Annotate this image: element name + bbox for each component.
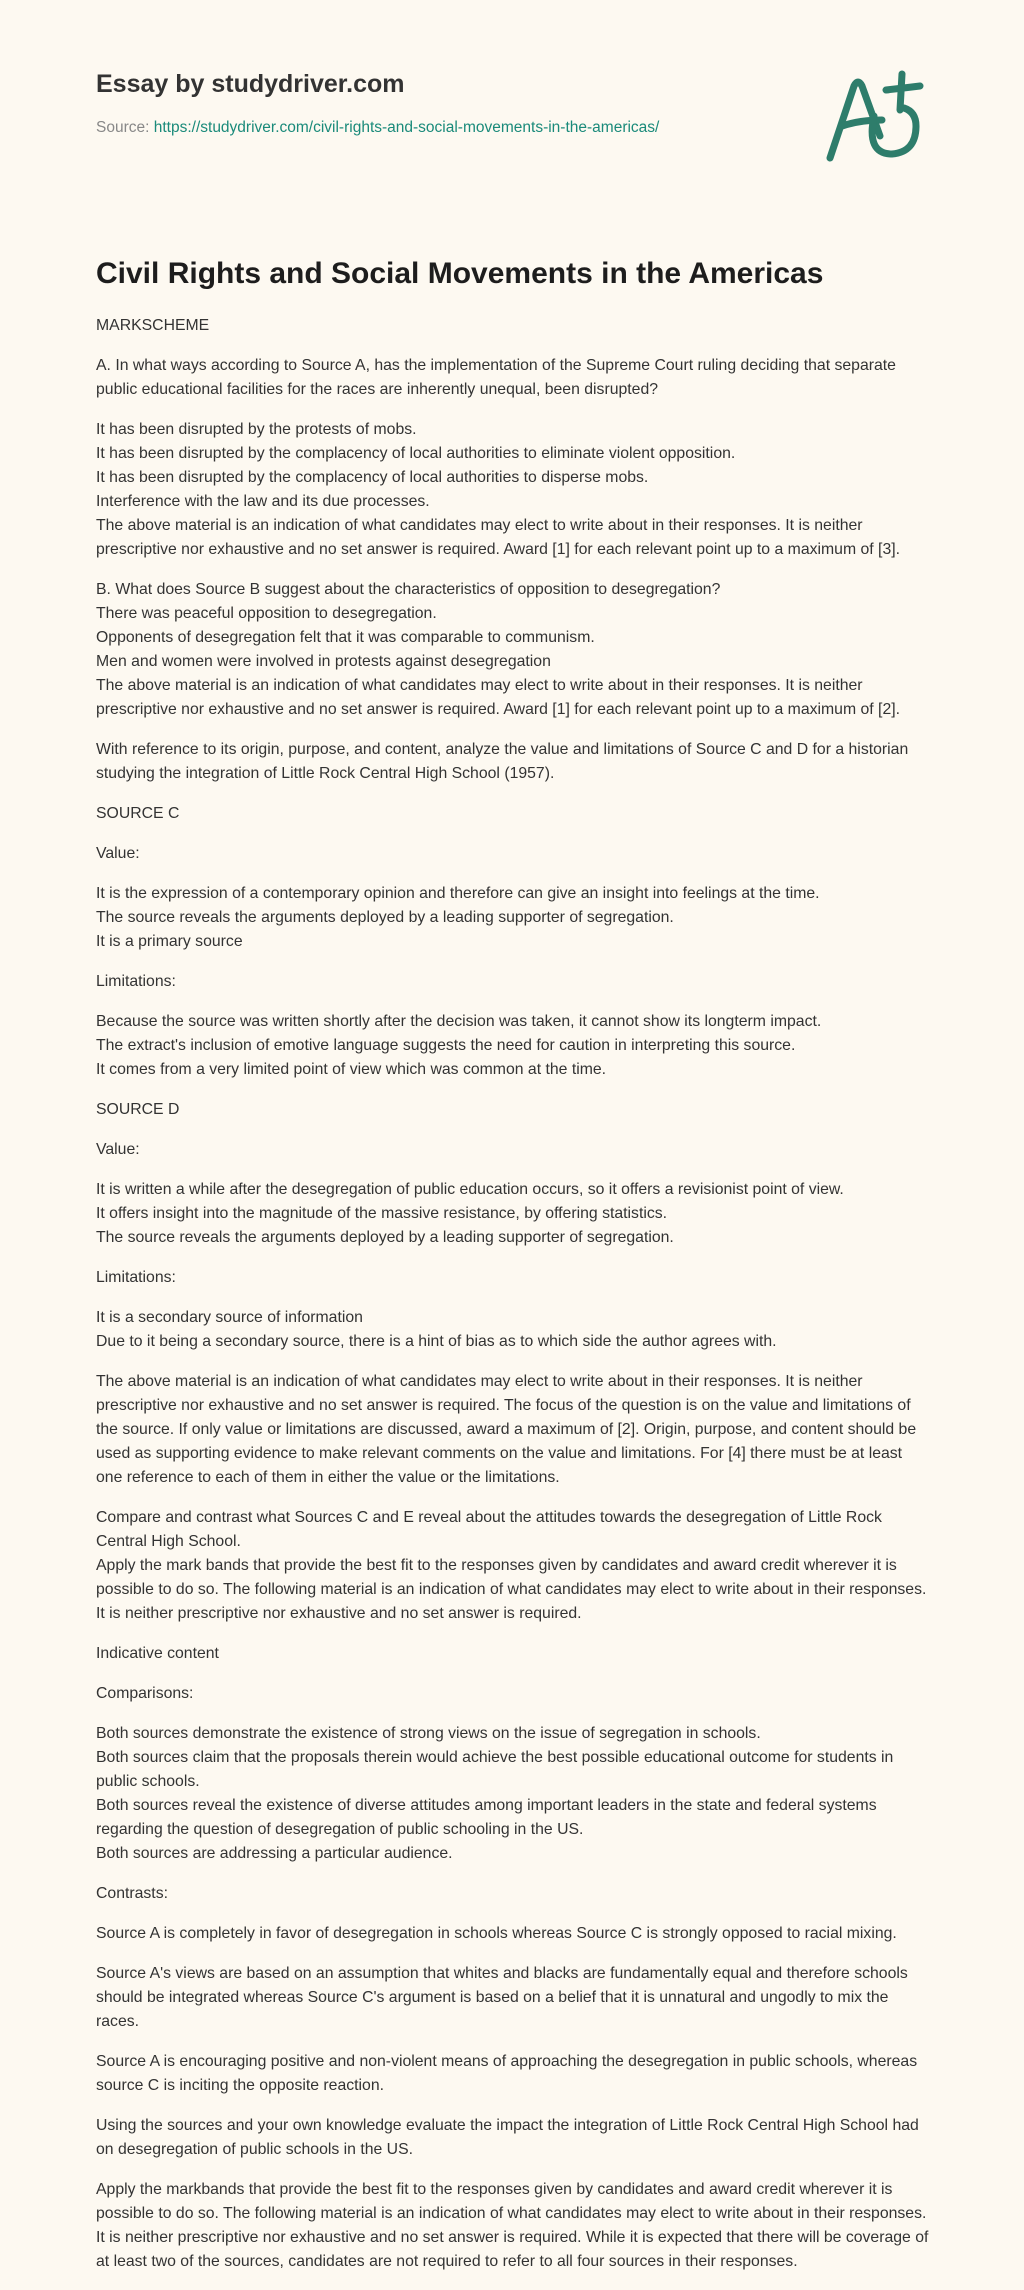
paragraph-line: It is a secondary source of information [96, 1309, 363, 1326]
paragraph-line: MARKSCHEME [96, 317, 210, 334]
paragraph-line: Both sources are addressing a particular audience. [96, 1845, 453, 1862]
paragraph-line: SOURCE C [96, 805, 180, 822]
paragraph-line: The extract's inclusion of emotive language suggests the need for caution in interpreting this source. [96, 1037, 796, 1054]
paragraph-line: Using the sources and your own knowledge evaluate the impact the integration of Little Rock Central High School had on desegregation of public schools in the US. [96, 2117, 919, 2158]
paragraph-line: The source reveals the arguments deployed by a leading supporter of segregation. [96, 1229, 674, 1246]
paragraph-line: It is the expression of a contemporary opinion and therefore can give an insight into feelings at the time. [96, 885, 820, 902]
paragraph-line: Limitations: [96, 973, 176, 990]
paragraph-line: The source reveals the arguments deployed by a leading supporter of segregation. [96, 909, 674, 926]
essay-paragraph [96, 1098, 931, 1122]
paragraph-line: Indicative content [96, 1645, 219, 1662]
paragraph-line: There was peaceful opposition to desegregation. [96, 605, 437, 622]
essay-paragraph [96, 1722, 931, 1866]
paragraph-line: Due to it being a secondary source, there is a hint of bias as to which side the author agrees with. [96, 1333, 777, 1350]
paragraph-line: Men and women were involved in protests against desegregation [96, 653, 551, 670]
paragraph-line: It is written a while after the desegregation of public education occurs, so it offers a revisionist point of view. [96, 1181, 844, 1198]
essay-paragraph [96, 842, 931, 866]
essay-content [96, 252, 931, 2290]
essay-paragraph [96, 1882, 931, 1906]
essay-paragraph [96, 578, 931, 722]
essay-paragraph [96, 1138, 931, 1162]
paragraph-line: Value: [96, 845, 140, 862]
paragraph-line: Both sources demonstrate the existence of strong views on the issue of segregation in schools. [96, 1725, 761, 1742]
source-label: Source: [96, 119, 150, 136]
paragraph-line: With reference to its origin, purpose, and content, analyze the value and limitations of Source C and D for a historian studying the integration of Little Rock Central High School (1957). [96, 741, 909, 782]
paragraph-line: SOURCE D [96, 1101, 180, 1118]
essay-title: Civil Rights and Social Movements in the Americas [96, 257, 824, 290]
paragraph-line: Apply the mark bands that provide the best fit to the responses given by candidates and award credit wherever it is possible to do so. The following material is an indication of what candidates may elect to write about in their responses. It is neither prescriptive nor exhaustive and no set answer is required. [96, 1557, 927, 1622]
paragraph-line: Source A is completely in favor of desegregation in schools whereas Source C is strongly opposed to racial mixing. [96, 1925, 897, 1942]
paragraph-line: Both sources reveal the existence of diverse attitudes among important leaders in the state and federal systems regarding the question of desegregation of public schooling in the US. [96, 1797, 877, 1838]
essay-paragraph [96, 1922, 931, 1946]
a-plus-logo-icon[interactable] [820, 62, 930, 172]
paragraph-line: Comparisons: [96, 1685, 194, 1702]
paragraph-line: B. What does Source B suggest about the characteristics of opposition to desegregation? [96, 581, 721, 598]
paragraph-line: It has been disrupted by the complacency of local authorities to disperse mobs. [96, 469, 649, 486]
a-plus-logo-graphic [820, 62, 930, 172]
source-link[interactable]: https://studydriver.com/civil-rights-and-social-movements-in-the-americas/ [153, 119, 660, 136]
essay-paragraph [96, 1682, 931, 1706]
header [96, 70, 936, 137]
paragraph-line: Value: [96, 1141, 140, 1158]
paragraph-line: The above material is an indication of what candidates may elect to write about in their responses. It is neither prescriptive nor exhaustive and no set answer is required. The focus of the question is on the value and limitations of the source. If only value or limitations are discussed, award a maximum of [2]. Origin, purpose, and content should be used as supporting evidence to make relevant comments on the value and limitations. For [4] there must be at least one reference to each of them in either the value or the limitations. [96, 1373, 917, 1486]
essay-paragraph [96, 802, 931, 826]
essay-paragraph [96, 970, 931, 994]
essay-paragraph [96, 2050, 931, 2098]
essay-paragraph [96, 314, 931, 338]
paragraph-line: It comes from a very limited point of view which was common at the time. [96, 1061, 607, 1078]
paragraph-line: It offers insight into the magnitude of the massive resistance, by offering statistics. [96, 1205, 668, 1222]
essay-body [96, 314, 931, 2274]
paragraph-line: Contrasts: [96, 1885, 168, 1902]
paragraph-line: Compare and contrast what Sources C and E reveal about the attitudes towards the desegregation of Little Rock Central High School. [96, 1509, 882, 1550]
paragraph-line: Interference with the law and its due processes. [96, 493, 430, 510]
essay-paragraph [96, 354, 931, 402]
source-line [96, 119, 936, 137]
essay-paragraph [96, 882, 931, 954]
paragraph-line: The above material is an indication of what candidates may elect to write about in their responses. It is neither prescriptive nor exhaustive and no set answer is required. Award [1] for each relevant point up to a maximum of [3]. [96, 517, 901, 558]
paragraph-line: Because the source was written shortly after the decision was taken, it cannot show its longterm impact. [96, 1013, 822, 1030]
essay-paragraph [96, 2114, 931, 2162]
essay-paragraph [96, 1642, 931, 1666]
site-title: Essay by studydriver.com [96, 70, 405, 98]
essay-paragraph [96, 2178, 931, 2274]
paragraph-line: It has been disrupted by the complacency of local authorities to eliminate violent opposition. [96, 445, 736, 462]
paragraph-line: Both sources claim that the proposals therein would achieve the best possible educational outcome for students in public schools. [96, 1749, 894, 1790]
paragraph-line: Apply the markbands that provide the best fit to the responses given by candidates and award credit wherever it is possible to do so. The following material is an indication of what candidates may elect to write about in their responses. It is neither prescriptive nor exhaustive and no set answer is required. While it is expected that there will be coverage of at least two of the sources, candidates are not required to refer to all four sources in their responses. [96, 2181, 929, 2270]
paragraph-line: A. In what ways according to Source A, has the implementation of the Supreme Court ruling deciding that separate public educational facilities for the races are inherently unequal, been disrupted? [96, 357, 896, 398]
essay-paragraph [96, 738, 931, 786]
essay-paragraph [96, 418, 931, 562]
essay-paragraph [96, 1306, 931, 1354]
essay-paragraph [96, 1010, 931, 1082]
paragraph-line: Opponents of desegregation felt that it was comparable to communism. [96, 629, 595, 646]
essay-paragraph [96, 1370, 931, 1490]
essay-paragraph [96, 1178, 931, 1250]
paragraph-line: The above material is an indication of what candidates may elect to write about in their responses. It is neither prescriptive nor exhaustive and no set answer is required. Award [1] for each relevant point up to a maximum of [2]. [96, 677, 901, 718]
essay-paragraph [96, 1962, 931, 2034]
paragraph-line: It is a primary source [96, 933, 243, 950]
essay-paragraph [96, 1506, 931, 1626]
paragraph-line: It has been disrupted by the protests of mobs. [96, 421, 417, 438]
paragraph-line: Limitations: [96, 1269, 176, 1286]
paragraph-line: Source A is encouraging positive and non-violent means of approaching the desegregation in public schools, whereas source C is inciting the opposite reaction. [96, 2053, 918, 2094]
paragraph-line: Source A's views are based on an assumption that whites and blacks are fundamentally equal and therefore schools should be integrated whereas Source C's argument is based on a belief that it is unnatural and ungodly to mix the races. [96, 1965, 908, 2030]
essay-paragraph [96, 1266, 931, 1290]
